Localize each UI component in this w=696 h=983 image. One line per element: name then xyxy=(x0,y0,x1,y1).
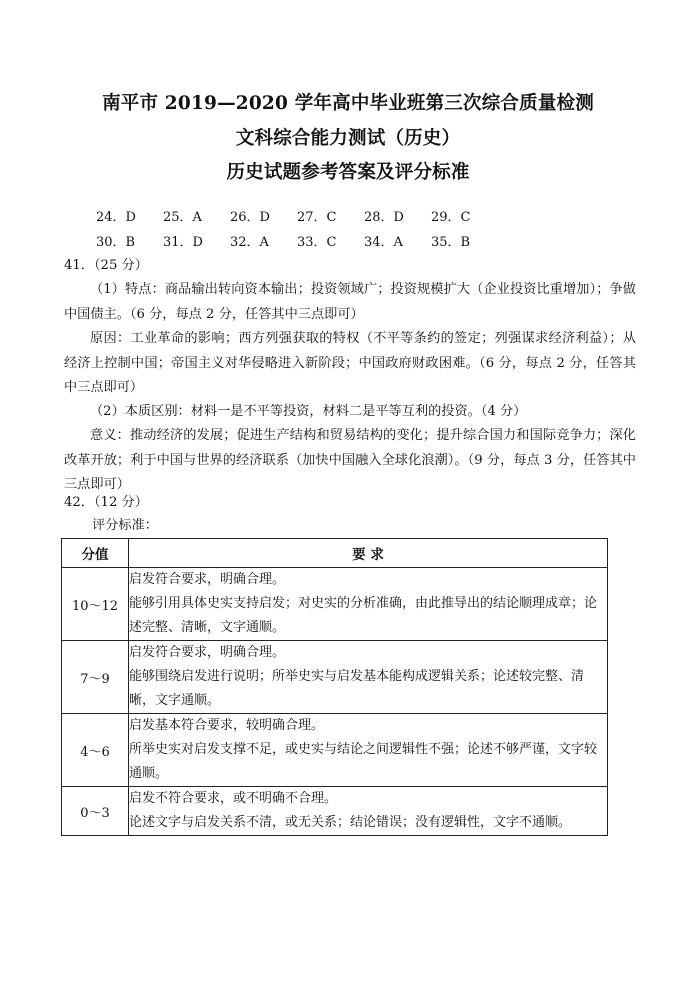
choice-answer: 28．D xyxy=(364,210,404,225)
requirement-cell xyxy=(129,714,608,787)
q41-part2-difference: （2）本质区别：材料一是不平等投资，材料二是平等互利的投资。（4 分） xyxy=(90,404,527,419)
requirement-line: 能够引用具体史实支持启发；对史实的分析准确，由此推导出的结论顺理成章；论述完整、清晰，文字通顺。 xyxy=(129,596,598,635)
grading-table xyxy=(61,538,608,836)
q41-part1-reasons: 原因：工业革命的影响；西方列强获取的特权（不平等条约的签定；列强谋求经济利益）；从经济上控制中国；帝国主义对华侵略进入新阶段；中国政府财政困难。（6 分，每点 2 分，任答其中三点即可） xyxy=(64,331,636,395)
requirement-line: 启发基本符合要求，较明确合理。 xyxy=(129,718,325,733)
table-row xyxy=(62,568,608,641)
requirement-line: 论述文字与启发关系不清，或无关系；结论错误；没有逻辑性，文字不通顺。 xyxy=(129,815,572,830)
answer-key-title: 历史试题参考答案及评分标准 xyxy=(226,162,470,183)
table-row xyxy=(62,641,608,714)
score-range: 10～12 xyxy=(62,568,129,641)
choice-answer: 25．A xyxy=(163,210,202,225)
exam-title: 南平市 2019—2020 学年高中毕业班第三次综合质量检测 xyxy=(102,93,594,114)
q42-heading: 42．（12 分） xyxy=(64,495,148,510)
header-requirement: 要 求 xyxy=(129,539,608,568)
choice-answer: 34．A xyxy=(364,235,403,250)
requirement-cell xyxy=(129,787,608,836)
criteria-label: 评分标准： xyxy=(92,518,158,533)
requirement-line: 启发符合要求，明确合理。 xyxy=(129,645,286,660)
header-score: 分值 xyxy=(62,539,129,568)
choice-answer: 32．A xyxy=(230,235,269,250)
score-range: 0～3 xyxy=(62,787,129,836)
table-row xyxy=(62,787,608,836)
choice-answer: 30．B xyxy=(96,235,136,250)
q41-part2-significance: 意义：推动经济的发展；促进生产结构和贸易结构的变化；提升综合国力和国际竞争力；深化改革开放；利于中国与世界的经济联系（加快中国融入全球化浪潮）。（9 分，每点 3 分，任答其中三点即可） xyxy=(64,428,636,492)
exam-subtitle: 文科综合能力测试（历史） xyxy=(235,128,461,149)
q41-heading: 41．（25 分） xyxy=(64,258,148,273)
requirement-line: 所举史实对启发支撑不足，或史实与结论之间逻辑性不强；论述不够严谨，文字较通顺。 xyxy=(129,742,598,781)
choice-answers-row-2 xyxy=(96,231,498,250)
q41-part1-features: （1）特点：商品输出转向资本输出；投资领域广；投资规模扩大（企业投资比重增加）；争做中国债主。（6 分，每点 2 分，任答其中三点即可） xyxy=(64,282,636,322)
score-range: 7～9 xyxy=(62,641,129,714)
choice-answer: 33．C xyxy=(297,235,337,250)
table-row xyxy=(62,714,608,787)
requirement-line: 启发不符合要求，或不明确不合理。 xyxy=(129,791,338,806)
choice-answer: 27．C xyxy=(297,210,337,225)
choice-answer: 35．B xyxy=(431,235,471,250)
requirement-cell xyxy=(129,568,608,641)
choice-answer: 31．D xyxy=(163,235,203,250)
table-header-row xyxy=(62,539,608,568)
requirement-cell xyxy=(129,641,608,714)
choice-answer: 24．D xyxy=(96,210,136,225)
choice-answers-row-1 xyxy=(96,206,498,225)
requirement-line: 启发符合要求，明确合理。 xyxy=(129,572,286,587)
requirement-line: 能够围绕启发进行说明；所举史实与启发基本能构成逻辑关系；论述较完整、清晰，文字通顺。 xyxy=(129,669,585,708)
choice-answer: 26．D xyxy=(230,210,270,225)
score-range: 4～6 xyxy=(62,714,129,787)
choice-answer: 29．C xyxy=(431,210,471,225)
